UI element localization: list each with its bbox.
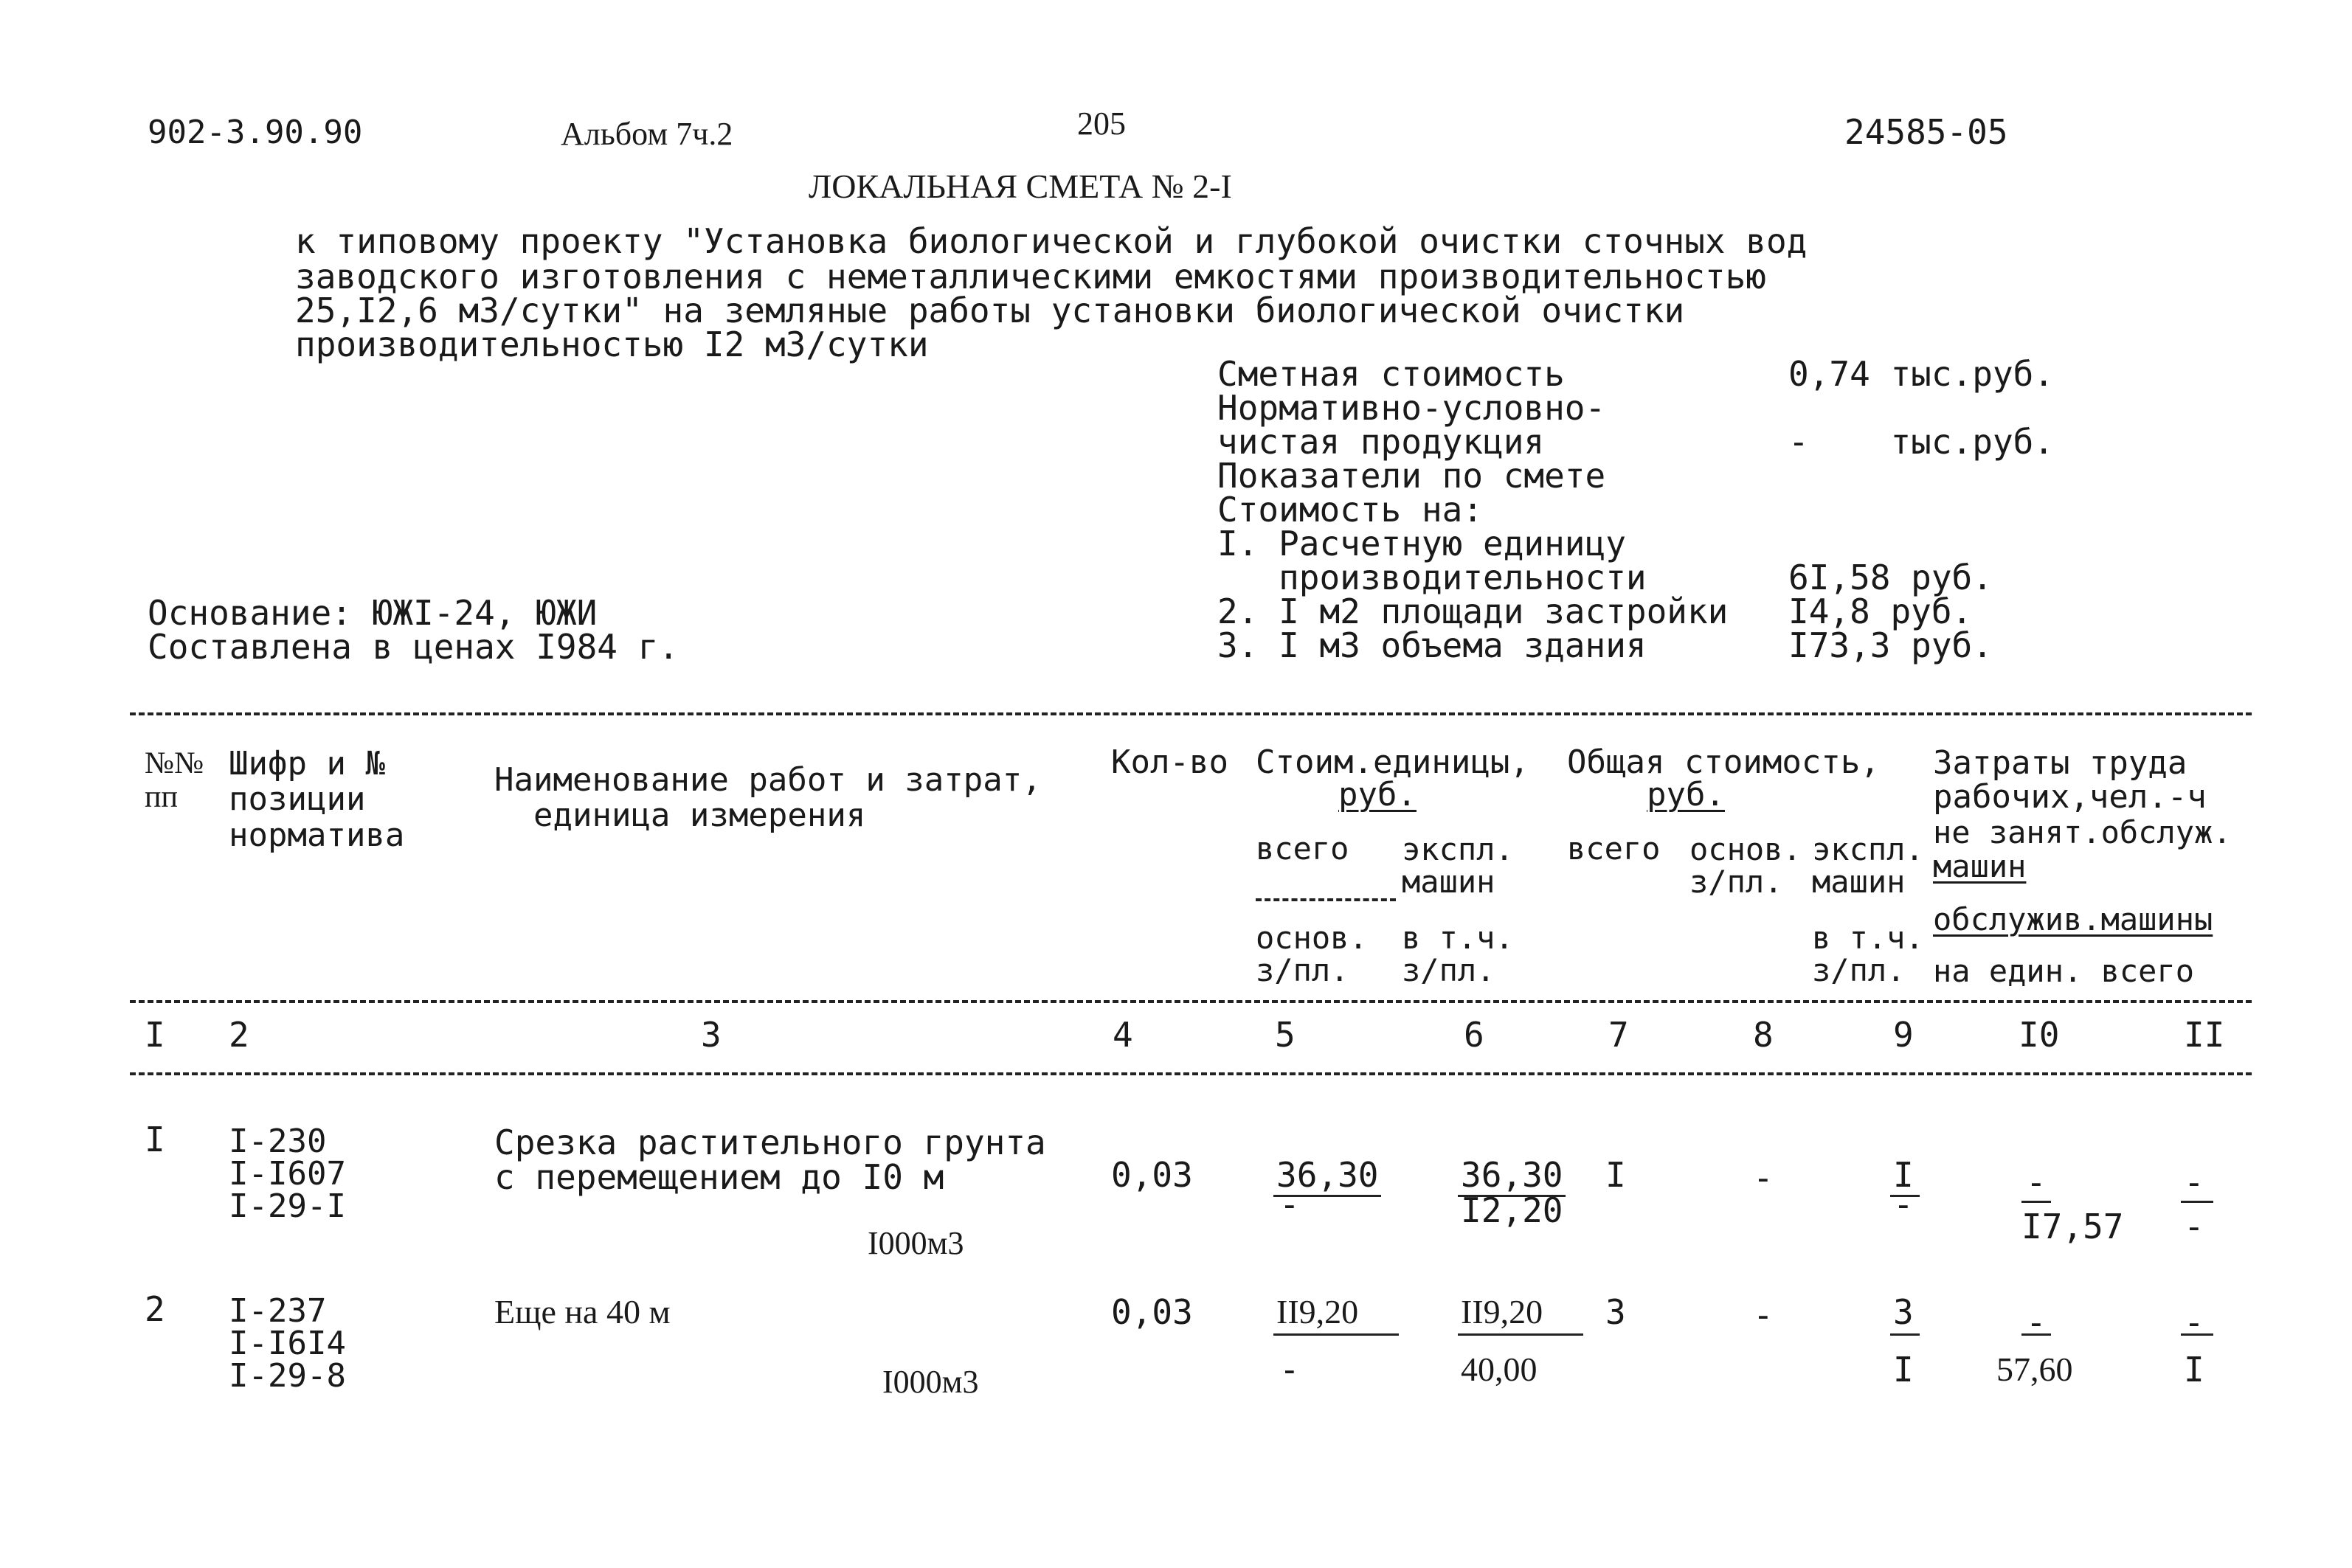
col-number: 4 <box>1113 1015 1133 1055</box>
fraction-bar <box>1890 1333 1920 1336</box>
summary-value: - тыс.руб. <box>1788 422 2055 462</box>
row-unit-total: II9,20 <box>1276 1293 1359 1331</box>
col-header-unit-total: всего <box>1256 830 1349 867</box>
row-code: I-29-I <box>229 1187 346 1225</box>
row-labor-idle-total: - <box>2184 1302 2204 1342</box>
row-total-machines: 3 <box>1893 1292 1914 1332</box>
col-number: I <box>145 1015 165 1055</box>
dashed-divider <box>130 712 2252 715</box>
row-unit-machines: II9,20 <box>1461 1293 1543 1331</box>
subtitle-line: производительностью I2 м3/сутки <box>295 325 929 364</box>
row-code: I-I607 <box>229 1155 346 1193</box>
row-quantity: 0,03 <box>1111 1292 1193 1332</box>
document-number: 24585-05 <box>1844 112 2008 152</box>
row-labor-idle-total: - <box>2184 1162 2204 1202</box>
row-labor-idle: - <box>2026 1302 2047 1342</box>
album-label: Альбом 7ч.2 <box>561 116 733 152</box>
price-base-line: Составлена в ценах I984 г. <box>148 627 679 667</box>
col-header-name: Наименование работ и затрат, единица измерения <box>494 761 1042 835</box>
page-number: 205 <box>1077 105 1126 142</box>
col-header-unit-machine-wage: в т.ч. з/пл. <box>1402 920 1514 989</box>
basis-line: Основание: ЮЖI-24, ЮЖИ <box>148 593 598 633</box>
row-unit-machines: 36,30 <box>1461 1155 1563 1195</box>
row-labor-per-unit: 57,60 <box>1996 1350 2073 1388</box>
col-number: 2 <box>229 1015 249 1055</box>
summary-label: Показатели по смете <box>1217 456 1606 496</box>
dashed-divider <box>130 1072 2252 1075</box>
col-header-labor-unit-total: на един. всего <box>1933 953 2195 989</box>
row-labor-total: I <box>2184 1350 2204 1390</box>
fraction-bar <box>2021 1201 2051 1203</box>
row-number: 2 <box>145 1289 165 1329</box>
summary-label: Стоимость на: <box>1217 490 1484 530</box>
summary-label: производительности <box>1217 558 1647 597</box>
project-code: 902-3.90.90 <box>148 114 363 151</box>
row-unit-base-wage: - <box>1279 1184 1300 1224</box>
row-total-machine-wage: I <box>1893 1350 1914 1390</box>
col-header-total-cost: Общая стоимость, <box>1567 743 1880 781</box>
summary-value: I4,8 руб. <box>1788 592 1973 631</box>
col-header-labor-idle: не занят.обслуж. <box>1933 814 2232 850</box>
col-number: 6 <box>1464 1015 1484 1055</box>
col-header-labor-operating: обслужив.машины <box>1933 901 2213 937</box>
col-header-unit-machines: экспл. машин <box>1402 831 1514 901</box>
col-header-qty: Кол-во <box>1111 743 1228 781</box>
col-header-unit-cost: Стоим.единицы, <box>1256 743 1529 781</box>
row-labor-total: - <box>2184 1207 2204 1246</box>
row-code: I-29-8 <box>229 1357 346 1395</box>
subtitle-line: к типовому проекту "Установка биологической и глубокой очистки сточных вод <box>295 221 1808 261</box>
summary-label: Нормативно-условно- <box>1217 388 1606 428</box>
row-code: I-237 <box>229 1292 327 1330</box>
row-total-machines: I <box>1893 1155 1914 1195</box>
row-unit: I000м3 <box>868 1225 964 1261</box>
col-number: II <box>2184 1015 2225 1055</box>
row-unit-machine-wage: 40,00 <box>1461 1350 1538 1388</box>
row-code: I-230 <box>229 1123 327 1160</box>
summary-label: 2. I м2 площади застройки <box>1217 592 1729 631</box>
row-work-name: Срезка растительного грунта с перемещением до I0 м <box>494 1123 1046 1197</box>
summary-value: 6I,58 руб. <box>1788 558 1993 597</box>
col-header-total: всего <box>1567 830 1661 867</box>
col-header-total-machines: экспл. машин <box>1812 831 1924 901</box>
row-quantity: 0,03 <box>1111 1155 1193 1195</box>
col-number: 3 <box>701 1015 722 1055</box>
fraction-bar <box>1458 1333 1583 1336</box>
row-code: I-I6I4 <box>229 1325 346 1362</box>
row-unit-base-wage: - <box>1279 1350 1300 1390</box>
dashed-divider <box>1256 898 1396 901</box>
summary-label: чистая продукция <box>1217 422 1545 462</box>
col-header-num: №№ пп <box>145 746 204 815</box>
row-unit: I000м3 <box>882 1364 979 1400</box>
row-total-base-wage: - <box>1753 1158 1774 1198</box>
fraction-bar <box>2181 1201 2213 1203</box>
summary-label: I. Расчетную единицу <box>1217 524 1626 563</box>
row-unit-machine-wage: I2,20 <box>1461 1190 1563 1230</box>
subtitle-line: 25,I2,6 м3/сутки" на земляные работы установки биологической очистки <box>295 291 1685 330</box>
row-work-name: Еще на 40 м <box>494 1293 671 1331</box>
col-header-unit-base-wage: основ. з/пл. <box>1256 920 1368 989</box>
col-header-total-machine-wage: в т.ч. з/пл. <box>1812 920 1924 989</box>
col-number: 7 <box>1608 1015 1629 1055</box>
summary-value: 0,74 тыс.руб. <box>1788 354 2055 394</box>
row-unit-total: 36,30 <box>1276 1155 1379 1195</box>
subtitle-line: заводского изготовления с неметаллическими емкостями производительностью <box>295 257 1766 296</box>
document-title: ЛОКАЛЬНАЯ СМЕТА № 2-I <box>809 167 1232 205</box>
col-header-labor: Затраты труда рабочих,чел.-ч <box>1933 744 2207 816</box>
fraction-bar <box>2181 1333 2213 1336</box>
row-total-machine-wage: - <box>1893 1184 1914 1224</box>
fraction-bar <box>2021 1333 2051 1336</box>
col-header-labor-idle-machines: машин <box>1933 848 2027 884</box>
col-header-code: Шифр и № позиции норматива <box>229 745 405 854</box>
col-header-unit-cost-rub: руб. <box>1338 776 1417 814</box>
row-labor-idle: - <box>2026 1162 2047 1202</box>
col-number: 5 <box>1275 1015 1296 1055</box>
row-total-base-wage: - <box>1753 1295 1774 1335</box>
summary-label: Сметная стоимость <box>1217 354 1565 394</box>
col-number: I0 <box>2019 1015 2060 1055</box>
row-total: I <box>1605 1155 1626 1195</box>
col-number: 8 <box>1753 1015 1774 1055</box>
col-header-total-cost-rub: руб. <box>1647 776 1725 814</box>
col-header-total-base-wage: основ. з/пл. <box>1689 831 1802 901</box>
summary-label: 3. I м3 объема здания <box>1217 625 1647 665</box>
row-number: I <box>145 1120 165 1159</box>
fraction-bar <box>1273 1333 1399 1336</box>
col-number: 9 <box>1893 1015 1914 1055</box>
summary-value: I73,3 руб. <box>1788 625 1993 665</box>
dashed-divider <box>130 1000 2252 1003</box>
row-labor-per-unit: I7,57 <box>2021 1207 2124 1246</box>
row-total: 3 <box>1605 1292 1626 1332</box>
